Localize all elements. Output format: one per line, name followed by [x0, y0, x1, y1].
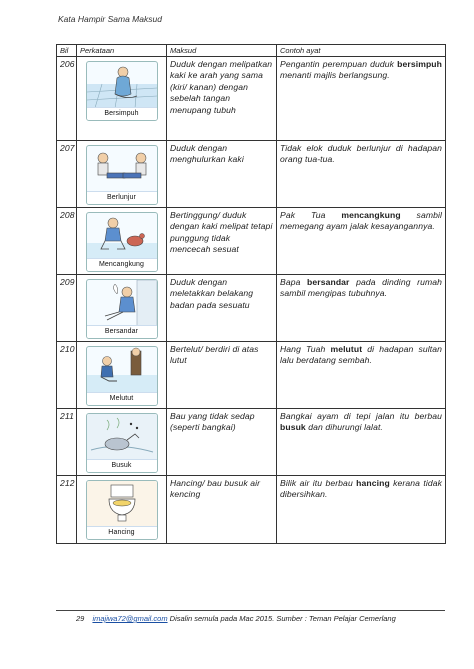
row-number: 206	[57, 57, 77, 141]
row-number: 210	[57, 342, 77, 409]
footer-note: Disalin semula pada Mac 2015. Sumber : Teman Pelajar Cemerlang	[167, 614, 396, 623]
illustration-caption: Bersimpuh	[87, 107, 157, 120]
table-row	[57, 409, 446, 476]
table-row	[57, 342, 446, 409]
meaning-cell: Bertinggung/ duduk dengan kaki melipat tetapi punggung tidak mencecah sesuat	[167, 208, 277, 275]
column-header-word: Perkataan	[77, 45, 167, 57]
meaning-cell: Duduk dengan melipatkan kaki ke arah yang sama (kiri/ kanan) dengan sebelah tangan menupang tubuh	[167, 57, 277, 141]
footer-divider	[56, 610, 445, 611]
illustration-caption: Berlunjur	[87, 191, 157, 204]
row-number: 212	[57, 476, 77, 544]
page-header: Kata Hampir Sama Maksud	[58, 14, 162, 24]
keyword: busuk	[280, 422, 306, 433]
meaning-cell: Duduk dengan menghulurkan kaki	[167, 141, 277, 208]
illustration-caption: Melutut	[87, 392, 157, 405]
table-row	[57, 141, 446, 208]
keyword: mencangkung	[341, 210, 401, 220]
table-row	[57, 57, 446, 141]
illustration-bersimpuh	[86, 61, 158, 121]
row-number: 208	[57, 208, 77, 275]
email-link[interactable]: imajiwa72@gmail.com	[92, 614, 168, 623]
illustration-caption: Bersandar	[87, 325, 157, 338]
example-sentence: Bapa bersandar pada dinding rumah sambil mengipas tubuhnya.	[280, 277, 442, 299]
meaning-cell: Bau yang tidak sedap (seperti bangkai)	[167, 409, 277, 476]
table-row	[57, 275, 446, 342]
illustration-caption: Busuk	[87, 459, 157, 472]
example-sentence: Bilik air itu berbau hancing kerana tidak dibersihkan.	[280, 478, 442, 500]
illustration-busuk	[86, 413, 158, 473]
meaning-cell: Hancing/ bau busuk air kencing	[167, 476, 277, 544]
keyword: bersimpuh	[397, 59, 442, 69]
table-row	[57, 476, 446, 544]
illustration-melutut	[86, 346, 158, 406]
meaning-cell: Bertelut/ berdiri di atas lutut	[167, 342, 277, 409]
illustration-bersandar	[86, 279, 158, 339]
example-sentence: Bangkai ayam di tepi jalan itu berbau busuk dan dihurungi lalat.	[280, 411, 442, 433]
column-header-example: Contoh ayat	[277, 45, 446, 57]
illustration-berlunjur	[86, 145, 158, 205]
illustration-mencangkung	[86, 212, 158, 272]
table-row	[57, 208, 446, 275]
example-sentence: Hang Tuah melutut di hadapan sultan lalu berdatang sembah.	[280, 344, 442, 366]
illustration-caption: Mencangkung	[87, 258, 157, 271]
meaning-cell: Duduk dengan meletakkan belakang badan pada sesuatu	[167, 275, 277, 342]
example-sentence: Pengantin perempuan duduk bersimpuh menanti majlis berlangsung.	[280, 59, 442, 81]
keyword: bersandar	[307, 277, 350, 287]
example-sentence: Pak Tua mencangkung sambil memegang ayam jalak kesayangannya.	[280, 210, 442, 232]
row-number: 207	[57, 141, 77, 208]
column-header-num: Bil	[57, 45, 77, 57]
row-number: 209	[57, 275, 77, 342]
page-footer	[76, 614, 396, 623]
keyword: melutut	[330, 344, 363, 354]
vocabulary-table	[56, 44, 446, 544]
illustration-caption: Hancing	[87, 526, 157, 539]
page-number: 29	[76, 614, 85, 623]
keyword: hancing	[356, 478, 390, 488]
illustration-hancing	[86, 480, 158, 540]
example-sentence: Tidak elok duduk berlunjur di hadapan orang tua-tua.	[280, 143, 442, 165]
column-header-meaning: Maksud	[167, 45, 277, 57]
table-header-row	[57, 45, 446, 57]
row-number: 211	[57, 409, 77, 476]
